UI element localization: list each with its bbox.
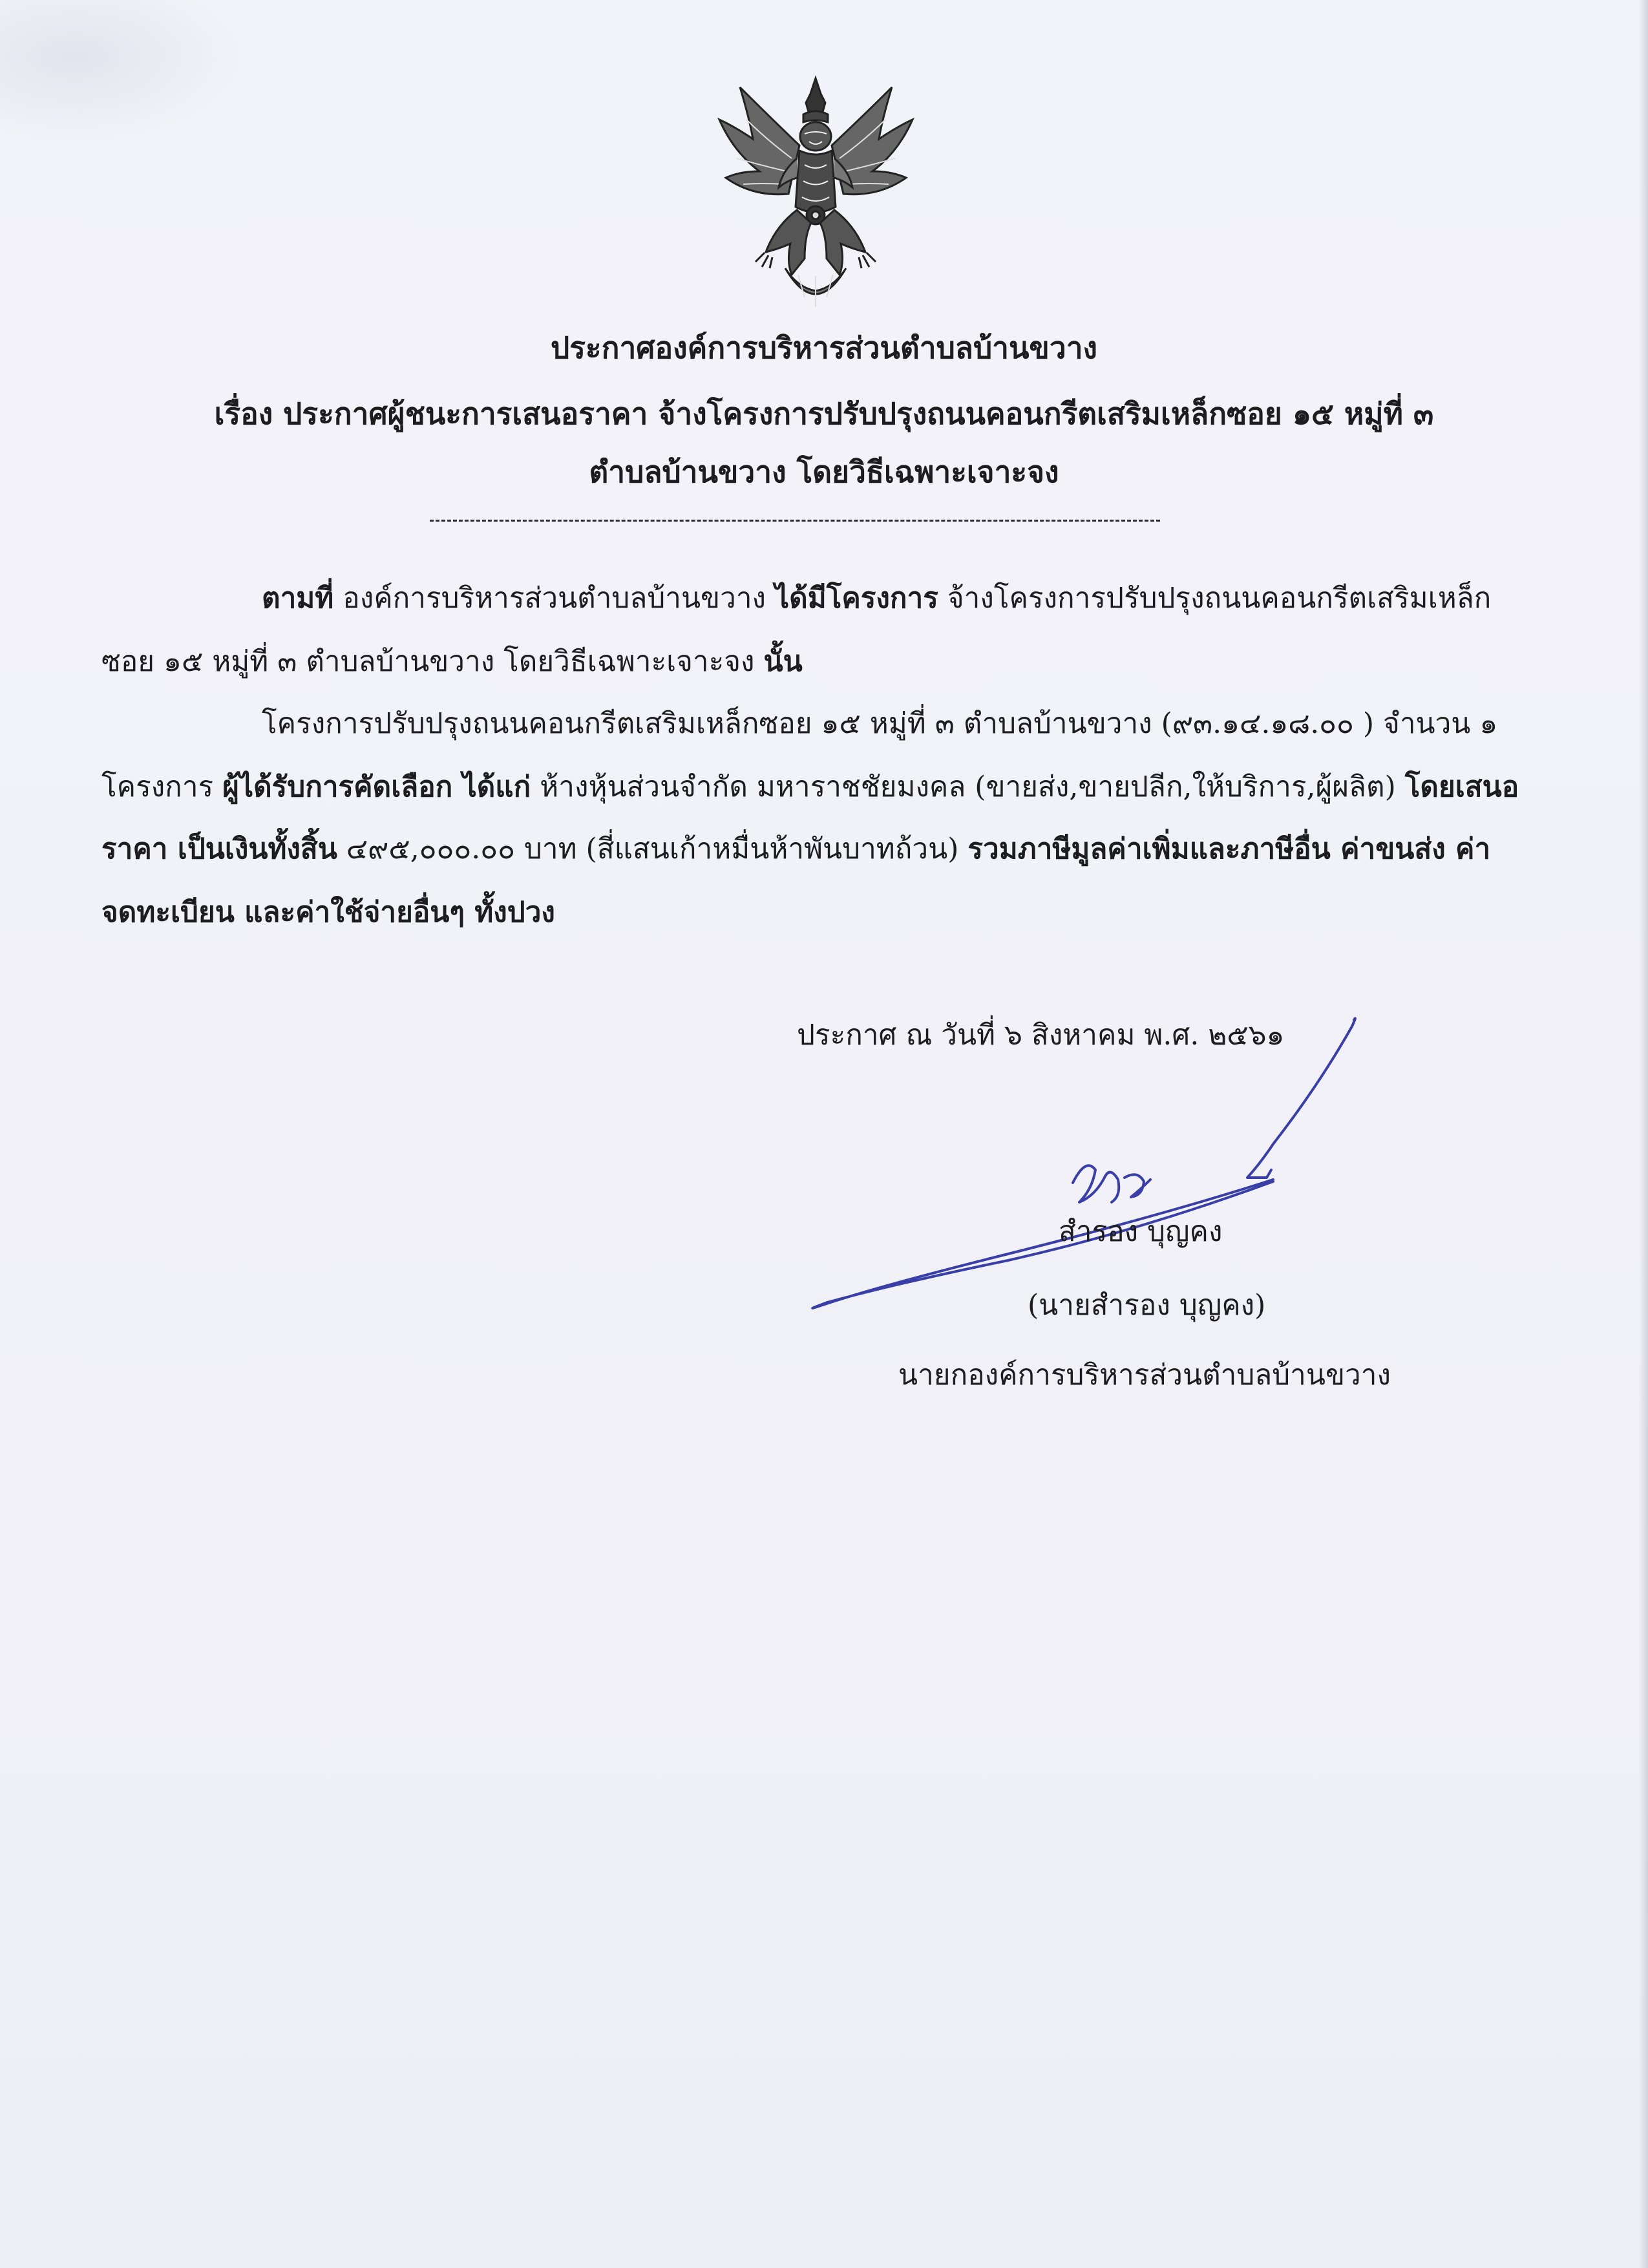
para2-line2-bold-2: โดยเสนอ (1404, 770, 1519, 803)
subject-line-2: ตำบลบ้านขวาง โดยวิธีเฉพาะเจาะจง (589, 454, 1059, 489)
announcement-title: ประกาศองค์การบริหารส่วนตำบลบ้านขวาง (551, 330, 1097, 365)
para1-bold-1: ตามที่ (262, 582, 334, 615)
para2-line2-bold-1: ผู้ได้รับการคัดเลือก ได้แก่ (222, 770, 531, 803)
garuda-emblem-icon (714, 74, 918, 320)
para2-line3-bold-2: รวมภาษีมูลค่าเพิ่มและภาษีอื่น ค่าขนส่ง ค่า (967, 832, 1491, 865)
para1-bold-2: ได้มีโครงการ (775, 582, 938, 615)
para2-line4 (101, 893, 555, 932)
signer-full-name: (นายสำรอง บุญคง) (1028, 1289, 1266, 1322)
para2-line2-text-2: ห้างหุ้นส่วนจำกัด มหาราชชัยมงคล (ขายส่ง,ขายปลีก,ให้บริการ,ผู้ผลิต) (531, 770, 1405, 803)
para2-line3-bold-1: ราคา เป็นเงินทั้งสิ้น (101, 832, 337, 865)
para1-line2-bold: นั้น (763, 645, 803, 678)
paper-crease (0, 0, 246, 142)
divider (430, 520, 1160, 522)
para1-line2-text: ซอย ๑๕ หมู่ที่ ๓ ตำบลบ้านขวาง โดยวิธีเฉพาะเจาะจง (101, 645, 764, 678)
signer-position: นายกองค์การบริหารส่วนตำบลบ้านขวาง (898, 1359, 1391, 1392)
para2-line1 (262, 705, 1497, 743)
para2-line3-text-1: ๔๙๕,๐๐๐.๐๐ บาท (สี่แสนเก้าหมื่นห้าพันบาทถ้วน) (337, 832, 968, 865)
para1-line1 (262, 579, 1491, 618)
para2-line1-text: โครงการปรับปรุงถนนคอนกรีตเสริมเหล็กซอย ๑๕ หมู่ที่ ๓ ตำบลบ้านขวาง (๙๓.๑๔.๑๘.๐๐ ) จำนวน ๑ (262, 707, 1498, 740)
announcement-date: ประกาศ ณ วันที่ ๖ สิงหาคม พ.ศ. ๒๕๖๑ (797, 1019, 1285, 1052)
signer-name: สำรอง บุญคง (1059, 1215, 1223, 1248)
para2-line2-text-1: โครงการ (101, 770, 223, 803)
para1-line2 (101, 642, 803, 681)
para2-line3 (101, 830, 1490, 869)
para2-line4-bold-1: จดทะเบียน และค่าใช้จ่ายอื่นๆ ทั้งปวง (101, 896, 555, 929)
para2-line2 (101, 768, 1519, 807)
para1-text-2: จ้างโครงการปรับปรุงถนนคอนกรีตเสริมเหล็ก (938, 582, 1492, 615)
subject-line-1: เรื่อง ประกาศผู้ชนะการเสนอราคา จ้างโครงการปรับปรุงถนนคอนกรีตเสริมเหล็กซอย ๑๕ หมู่ที่ ๓ (214, 396, 1434, 431)
para1-text-1: องค์การบริหารส่วนตำบลบ้านขวาง (333, 582, 776, 615)
